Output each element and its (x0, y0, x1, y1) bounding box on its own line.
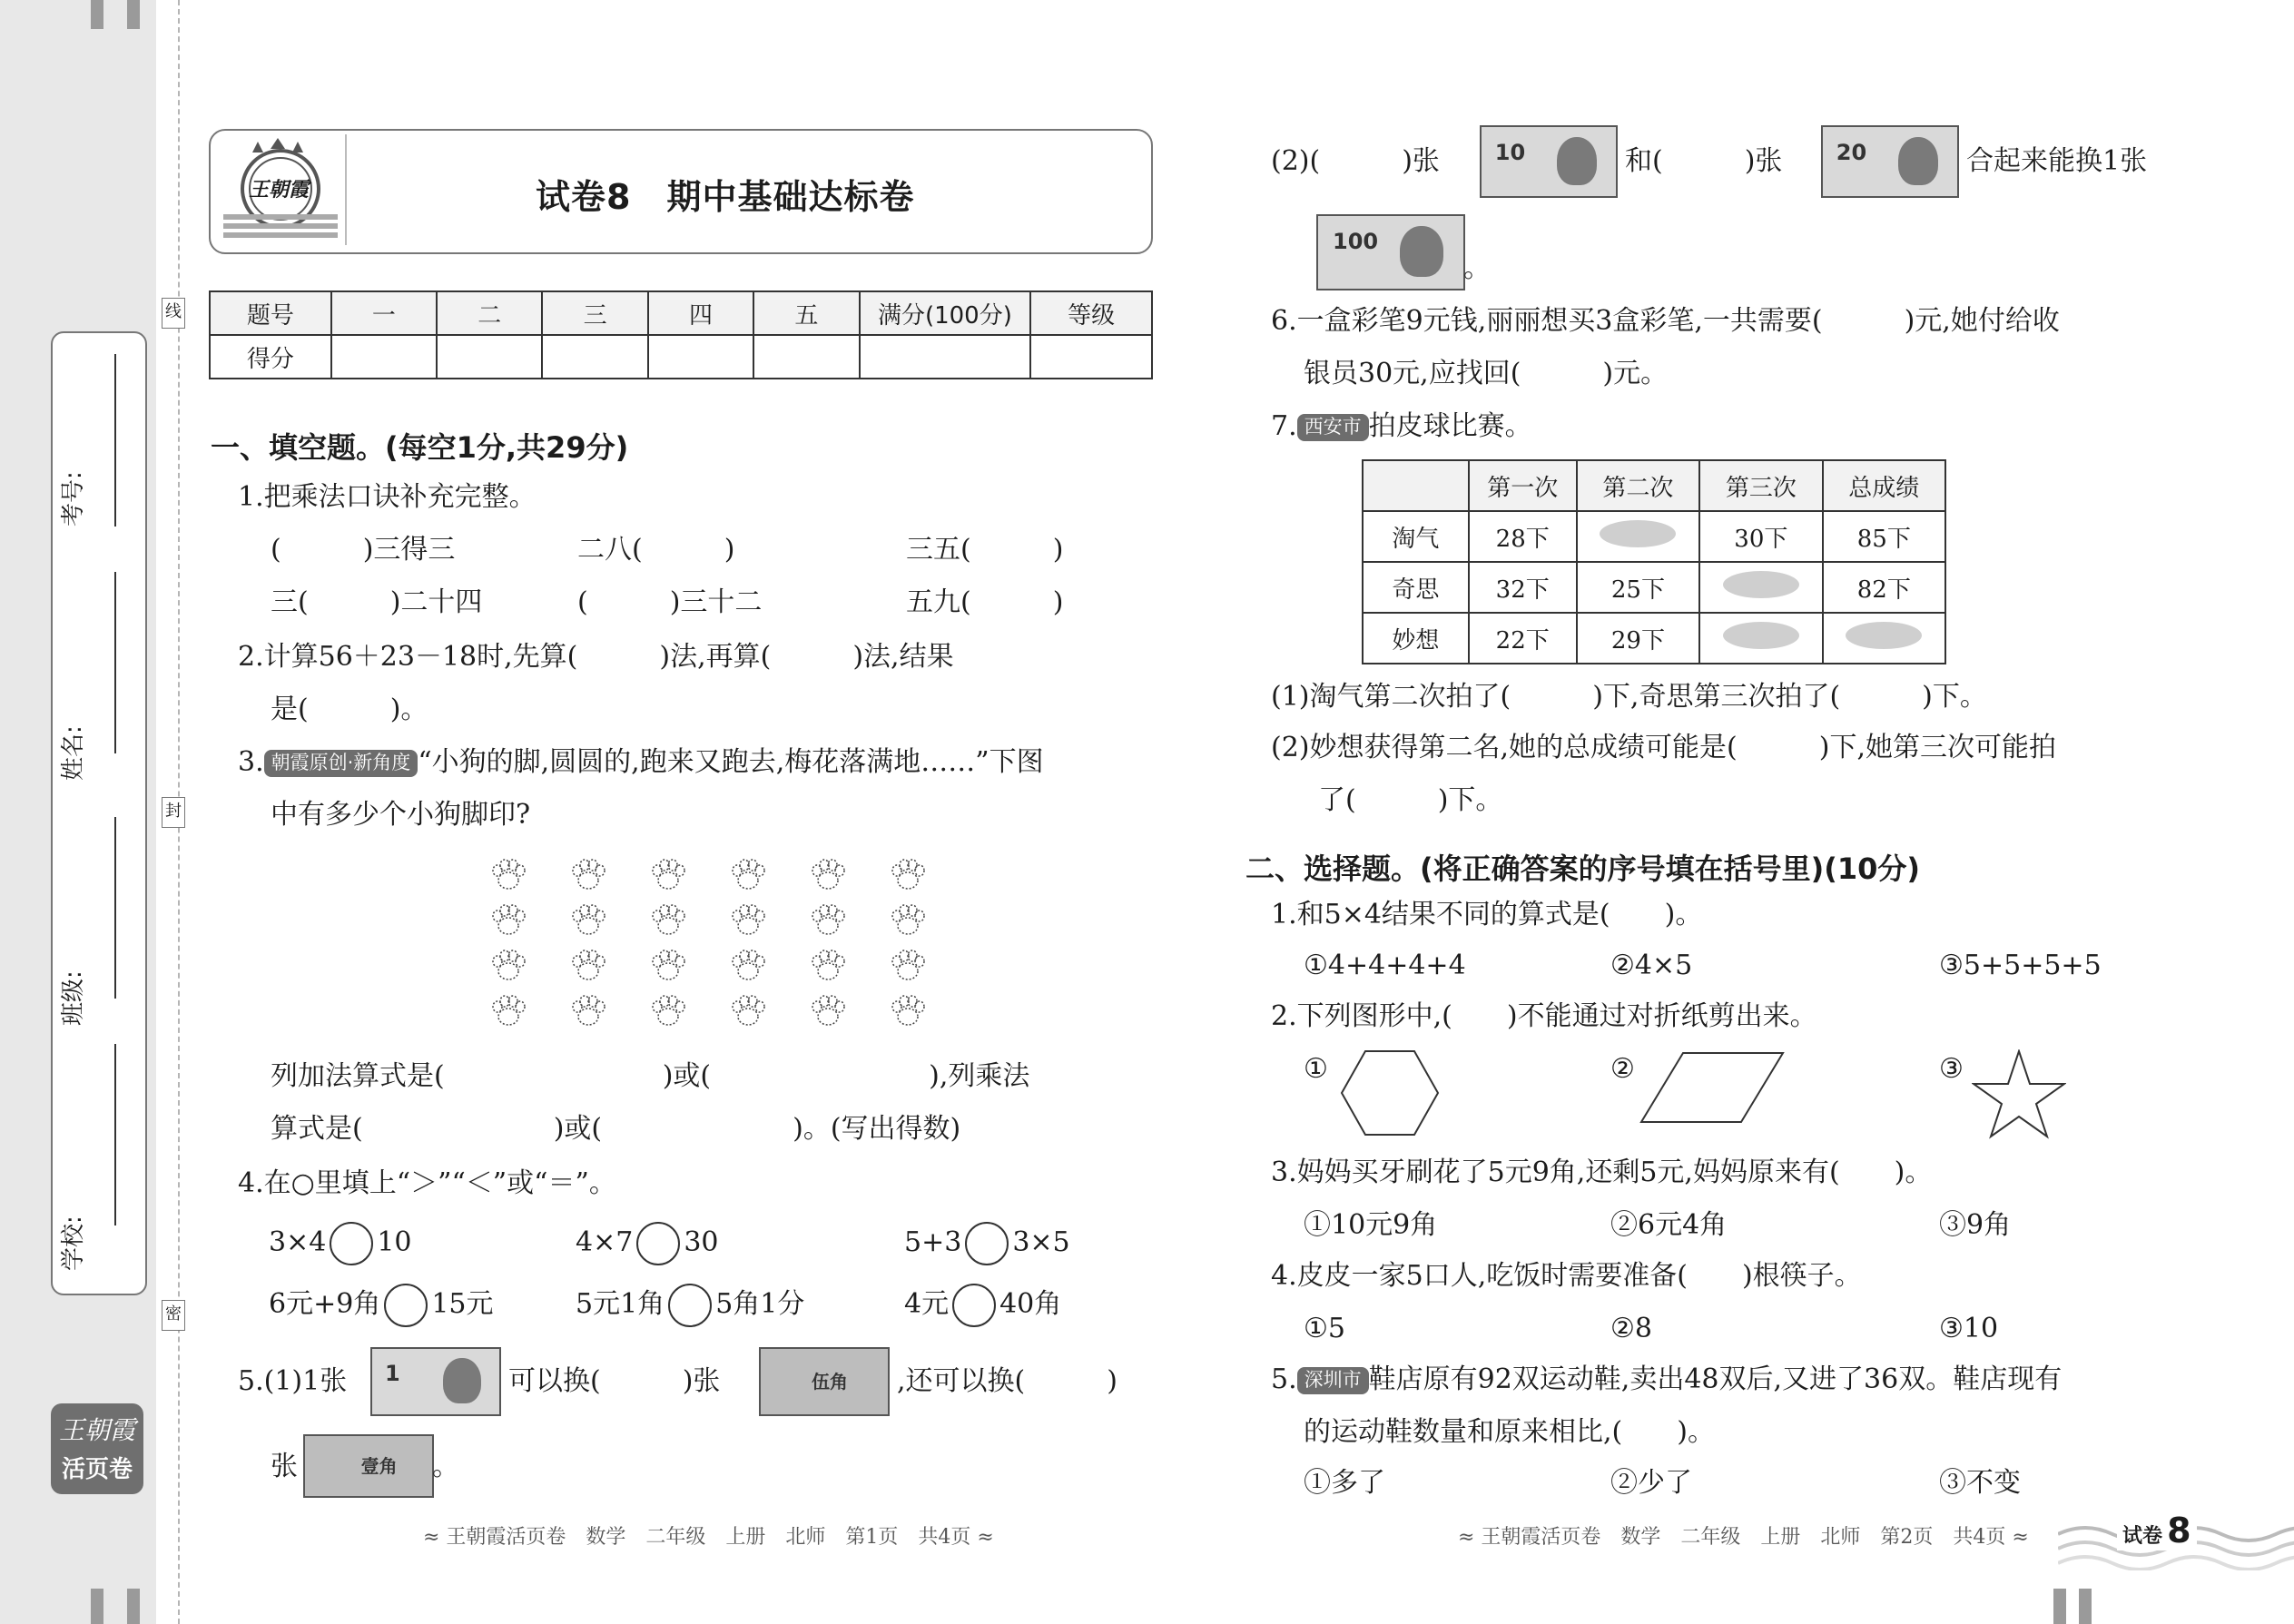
paw-print-icon (733, 996, 764, 1025)
seal-mark-secret: 密 (162, 1300, 185, 1331)
paw-print-icon (653, 996, 684, 1025)
score-cell: 32下 (1469, 562, 1577, 613)
compare-item (269, 1284, 494, 1327)
q5-1-text: 。 (432, 1451, 459, 1482)
choice-option[interactable]: ②6元4角 (1610, 1209, 1728, 1241)
score-header-cell: 五 (753, 291, 859, 335)
hidden-value-blot (1600, 520, 1676, 547)
q1-text: 1.把乘法口诀补充完整。 (238, 481, 537, 513)
choice-q5-number: 5. (1271, 1363, 1297, 1395)
class-line (114, 817, 116, 999)
q5-2-text[interactable]: (2)( )张 (1271, 145, 1440, 177)
publisher-logo (222, 136, 340, 243)
score-input-cell[interactable] (437, 335, 542, 379)
compare-circle[interactable] (668, 1284, 712, 1327)
choice-option[interactable]: ②4×5 (1610, 950, 1693, 981)
q7-text: 拍皮球比赛。 (1368, 410, 1532, 442)
score-input-cell[interactable] (331, 335, 437, 379)
q1-blank[interactable]: ( )三得三 (271, 534, 456, 566)
choice-option[interactable]: ①5 (1304, 1313, 1345, 1344)
compare-circle[interactable] (952, 1284, 996, 1327)
compare-left: 4×7 (576, 1226, 634, 1258)
score-table (209, 290, 1153, 379)
paper-label (2117, 1511, 2197, 1550)
q5-1-text: 5.(1)1张 (238, 1365, 348, 1397)
player-name: 淘气 (1363, 511, 1469, 562)
paw-print-icon (653, 905, 684, 934)
paw-print-icon (493, 996, 525, 1025)
choice-q5-text[interactable]: 的运动鞋数量和原来相比,( )。 (1304, 1416, 1715, 1448)
score-cell: 29下 (1577, 613, 1699, 664)
ball-score-table (1362, 459, 1946, 664)
paw-print-icon (812, 950, 844, 979)
compare-right: 15元 (431, 1288, 494, 1320)
q3-tag: 朝霞原创·新角度 (264, 750, 418, 776)
choice-option[interactable]: ②少了 (1610, 1467, 1692, 1499)
q1-blank[interactable]: 三五( ) (906, 534, 1064, 566)
school-label: 学校: (60, 1216, 87, 1271)
q3-multiplication-blank[interactable]: 算式是( )或( )。(写出得数) (271, 1113, 961, 1145)
q1-blank[interactable]: ( )三十二 (577, 586, 763, 618)
brand-logo-subtitle: 活页卷 (61, 1456, 133, 1483)
hundred-yuan-bill-icon (1316, 214, 1465, 290)
compare-left: 4元 (904, 1288, 950, 1320)
score-cell: 28下 (1469, 511, 1577, 562)
one-yuan-bill-icon (370, 1347, 501, 1416)
q6-text[interactable]: 6.一盒彩笔9元钱,丽丽想买3盒彩笔,一共需要( )元,她付给收 (1271, 305, 2060, 337)
choice-option[interactable]: ② (1610, 1053, 1635, 1085)
bill-denomination: 20 (1836, 139, 1867, 165)
choice-option[interactable]: ③10 (1939, 1313, 1999, 1344)
score-input-cell[interactable] (1030, 335, 1152, 379)
crop-mark (127, 0, 140, 29)
score-header-cell: 满分(100分) (860, 291, 1031, 335)
score-header-cell: 题号 (210, 291, 331, 335)
name-label: 姓名: (60, 725, 87, 781)
table-header: 总成绩 (1823, 460, 1945, 511)
compare-right: 3×5 (1012, 1226, 1070, 1258)
compare-item (904, 1222, 1070, 1265)
compare-right: 30 (684, 1226, 719, 1258)
paw-print-icon (733, 950, 764, 979)
choice-option[interactable]: ① (1304, 1053, 1328, 1085)
choice-q3[interactable]: 3.妈妈买牙刷花了5元9角,还剩5元,妈妈原来有( )。 (1271, 1156, 1933, 1188)
bill-denomination: 伍角 (812, 1371, 848, 1393)
compare-item (576, 1222, 719, 1265)
choice-option[interactable]: ③5+5+5+5 (1939, 950, 2102, 981)
bill-denomination: 10 (1494, 139, 1526, 165)
choice-option[interactable]: ③ (1939, 1053, 1964, 1085)
choice-q1[interactable]: 1.和5×4结果不同的算式是( )。 (1271, 899, 1703, 930)
paw-print-icon (812, 860, 844, 889)
crop-mark (91, 1589, 103, 1624)
table-header: 第一次 (1469, 460, 1577, 511)
ten-yuan-bill-icon (1480, 125, 1618, 198)
q2-text[interactable]: 2.计算56＋23－18时,先算( )法,再算( )法,结果 (238, 641, 954, 673)
hidden-value-blot (1723, 622, 1799, 649)
hidden-value-blot (1846, 622, 1922, 649)
score-input-cell[interactable] (648, 335, 753, 379)
choice-q4[interactable]: 4.皮皮一家5口人,吃饭时需要准备( )根筷子。 (1271, 1260, 1862, 1292)
score-header-cell: 等级 (1030, 291, 1152, 335)
score-row-label: 得分 (210, 335, 331, 379)
q7-sub1[interactable]: (1)淘气第二次拍了( )下,奇思第三次拍了( )下。 (1271, 681, 1987, 713)
score-cell: 25下 (1577, 562, 1699, 613)
choice-option[interactable]: ③不变 (1939, 1467, 2021, 1499)
compare-left: 5+3 (904, 1226, 962, 1258)
compare-item (904, 1284, 1061, 1327)
score-cell: 22下 (1469, 613, 1577, 664)
q7-region-tag: 西安市 (1297, 414, 1369, 440)
compare-circle[interactable] (330, 1222, 373, 1265)
score-input-cell[interactable] (860, 335, 1031, 379)
right-footer: ≈ 王朝霞活页卷 数学 二年级 上册 北师 第2页 共4页 ≈ (1458, 1526, 2029, 1549)
hexagon-icon (1340, 1049, 1440, 1137)
star-icon (1972, 1049, 2066, 1140)
name-line (114, 572, 116, 753)
paw-print-icon (892, 860, 924, 889)
q3-text: 中有多少个小狗脚印? (271, 799, 531, 831)
q3-question (238, 746, 1044, 779)
score-header-cell: 二 (437, 291, 542, 335)
choice-q2[interactable]: 2.下列图形中,( )不能通过对折纸剪出来。 (1271, 1000, 1817, 1032)
crop-mark (91, 0, 103, 29)
paw-print-grid (481, 851, 953, 1042)
paw-print-icon (892, 996, 924, 1025)
crop-mark (127, 1589, 140, 1624)
q6-text[interactable]: 银员30元,应找回( )元。 (1304, 358, 1669, 389)
choice-q5-region-tag: 深圳市 (1297, 1367, 1369, 1393)
compare-right: 5角1分 (715, 1288, 805, 1320)
paw-print-icon (493, 860, 525, 889)
hidden-score-cell (1699, 562, 1822, 613)
table-header: 第三次 (1699, 460, 1822, 511)
compare-item (269, 1222, 412, 1265)
one-jiao-bill-icon (303, 1434, 434, 1498)
paw-print-icon (653, 950, 684, 979)
bill-denomination: 1 (385, 1360, 400, 1386)
score-header-cell: 四 (648, 291, 753, 335)
five-jiao-bill-icon (759, 1347, 890, 1416)
section-fill-blanks-heading: 一、填空题。(每空1分,共29分) (211, 430, 629, 465)
player-name: 妙想 (1363, 613, 1469, 664)
paw-print-icon (733, 860, 764, 889)
paper-label-text: 试卷 (2122, 1525, 2163, 1548)
paw-print-icon (573, 860, 605, 889)
paw-print-icon (573, 996, 605, 1025)
publisher-logo-text: 王朝霞 (249, 178, 310, 202)
compare-left: 3×4 (269, 1226, 327, 1258)
hidden-value-blot (1723, 571, 1799, 598)
paw-print-icon (493, 905, 525, 934)
school-line (114, 1044, 116, 1225)
seal-mark-seal: 封 (162, 797, 185, 828)
logo-divider (345, 134, 347, 245)
q2-text[interactable]: 是( )。 (271, 694, 428, 725)
q7-sub2[interactable]: 了( )下。 (1318, 784, 1503, 816)
q3-number: 3. (238, 746, 264, 778)
paw-print-icon (812, 996, 844, 1025)
choice-option[interactable]: ②8 (1610, 1313, 1652, 1344)
paw-print-icon (733, 905, 764, 934)
score-input-cell[interactable] (753, 335, 859, 379)
bill-denomination: 100 (1333, 229, 1379, 255)
q3-addition-blank[interactable]: 列加法算式是( )或( ),列乘法 (271, 1060, 1030, 1092)
compare-right: 10 (377, 1226, 412, 1258)
paw-print-icon (892, 905, 924, 934)
section-choice-heading: 二、选择题。(将正确答案的序号填在括号里)(10分) (1245, 851, 1921, 886)
crop-mark (2053, 1589, 2066, 1624)
twenty-yuan-bill-icon (1821, 125, 1959, 198)
q4-text: 4.在○里填上“＞”“＜”或“＝”。 (238, 1167, 616, 1199)
q5-1-blank[interactable]: 可以换( )张 (508, 1365, 721, 1397)
exam-number-line (114, 354, 116, 527)
score-cell: 85下 (1823, 511, 1945, 562)
choice-option[interactable]: ①多了 (1304, 1467, 1385, 1499)
q3-text: “小狗的脚,圆圆的,跑来又跑去,梅花落满地……”下图 (418, 746, 1044, 778)
choice-option[interactable]: ①4+4+4+4 (1304, 950, 1466, 981)
q7-sub2[interactable]: (2)妙想获得第二名,她的总成绩可能是( )下,她第三次可能拍 (1271, 732, 2056, 763)
compare-left: 6元+9角 (269, 1288, 381, 1320)
paw-print-icon (573, 905, 605, 934)
q5-1-text: 张 (271, 1451, 298, 1482)
q5-1-blank[interactable]: ,还可以换( ) (897, 1365, 1117, 1397)
q7-question (1271, 410, 1532, 443)
table-header: 第二次 (1577, 460, 1699, 511)
q1-blank[interactable]: 二八( ) (577, 534, 735, 566)
score-cell: 30下 (1699, 511, 1822, 562)
hidden-score-cell (1823, 613, 1945, 664)
compare-circle[interactable] (965, 1222, 1009, 1265)
hidden-score-cell (1577, 511, 1699, 562)
hidden-score-cell (1699, 613, 1822, 664)
parallelogram-icon (1639, 1051, 1785, 1124)
choice-q5 (1271, 1363, 2062, 1396)
paw-print-icon (573, 950, 605, 979)
q1-blank[interactable]: 五九( ) (906, 586, 1064, 618)
compare-left: 5元1角 (576, 1288, 665, 1320)
choice-option[interactable]: ③9角 (1939, 1209, 2012, 1241)
q5-2-text[interactable]: 和( )张 (1625, 145, 1783, 177)
compare-right: 40角 (999, 1288, 1062, 1320)
compare-circle[interactable] (384, 1284, 428, 1327)
paw-print-icon (892, 950, 924, 979)
score-header-cell: 三 (542, 291, 647, 335)
seal-mark-line: 线 (162, 298, 185, 329)
compare-item (576, 1284, 804, 1327)
score-header-cell: 一 (331, 291, 437, 335)
table-header (1363, 460, 1469, 511)
crop-mark (2079, 1589, 2092, 1624)
exam-number-label: 考号: (60, 471, 87, 527)
brand-logo-name: 王朝霞 (58, 1415, 135, 1445)
q7-number: 7. (1271, 410, 1297, 442)
choice-q5-text: 鞋店原有92双运动鞋,卖出48双后,又进了36双。鞋店现有 (1368, 1363, 2063, 1395)
player-name: 奇思 (1363, 562, 1469, 613)
compare-circle[interactable] (636, 1222, 680, 1265)
left-footer: ≈ 王朝霞活页卷 数学 二年级 上册 北师 第1页 共4页 ≈ (423, 1526, 994, 1549)
score-input-cell[interactable] (542, 335, 647, 379)
q5-2-text: 。 (1463, 252, 1491, 284)
q1-blank[interactable]: 三( )二十四 (271, 586, 483, 618)
paper-number: 8 (2167, 1511, 2191, 1550)
score-cell: 82下 (1823, 562, 1945, 613)
class-label: 班级: (60, 970, 87, 1026)
q5-2-text: 合起来能换1张 (1966, 145, 2148, 177)
paw-print-icon (812, 905, 844, 934)
paw-print-icon (493, 950, 525, 979)
bill-denomination: 壹角 (360, 1455, 398, 1478)
choice-option[interactable]: ①10元9角 (1304, 1209, 1438, 1241)
page-title: 试卷8 期中基础达标卷 (536, 177, 915, 217)
brand-logo-badge (51, 1403, 143, 1494)
paw-print-icon (653, 860, 684, 889)
